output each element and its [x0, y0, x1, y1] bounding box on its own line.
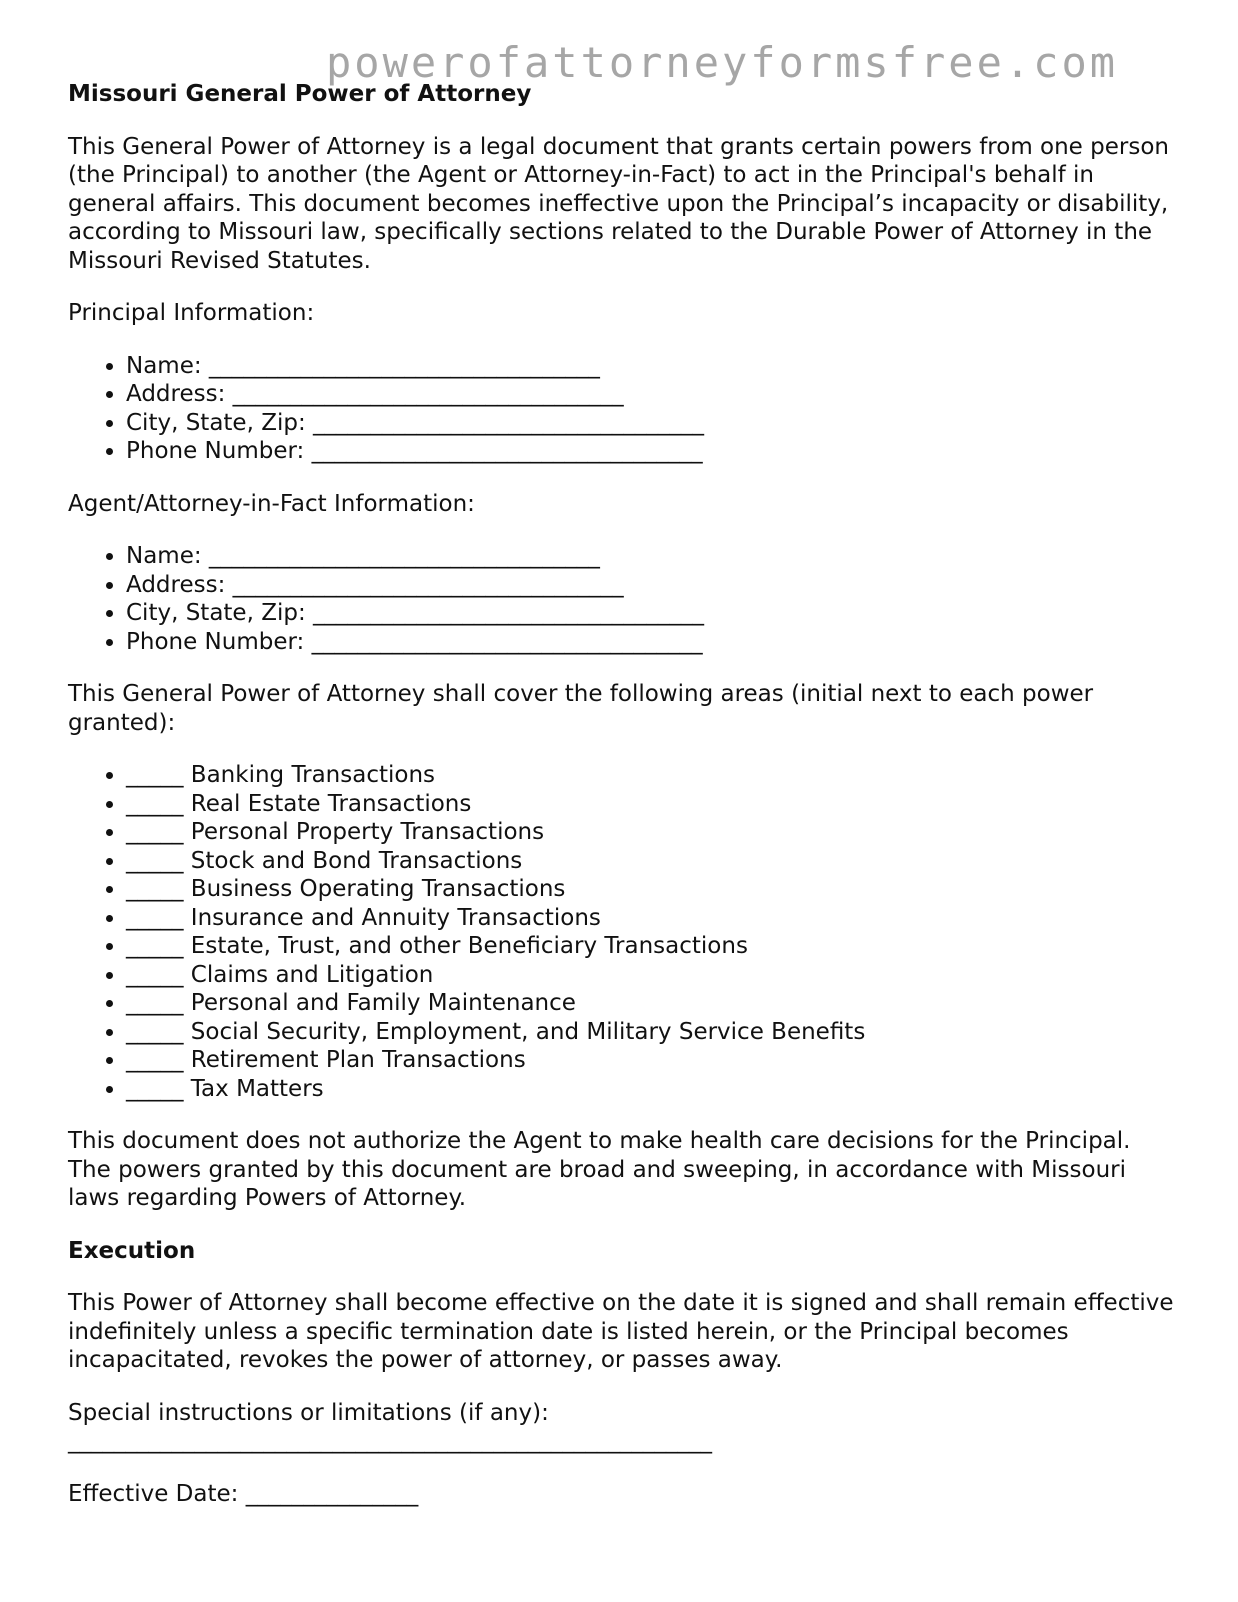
power-personal-family[interactable]: • _____ Personal and Family Maintenance	[126, 989, 1178, 1018]
power-banking[interactable]: • _____ Banking Transactions	[126, 761, 1178, 790]
health-care-note: This document does not authorize the Agent to make health care decisions for the Principal. The powers granted by this document are broad and sweeping, in accordance with Missouri laws regarding Powers of Attorney.	[68, 1128, 1131, 1211]
agent-address-field[interactable]: • Address: __________________________________	[126, 571, 1178, 600]
principal-phone-field[interactable]: • Phone Number: __________________________________	[126, 437, 1178, 466]
power-real-estate[interactable]: • _____ Real Estate Transactions	[126, 790, 1178, 819]
principal-name-field[interactable]: • Name: __________________________________	[126, 352, 1178, 381]
power-stock-bond[interactable]: • _____ Stock and Bond Transactions	[126, 847, 1178, 876]
document-title: Missouri General Power of Attorney	[68, 81, 532, 107]
power-tax-matters[interactable]: • _____ Tax Matters	[126, 1075, 1178, 1104]
power-retirement-plan[interactable]: • _____ Retirement Plan Transactions	[126, 1046, 1178, 1075]
special-instructions-label: Special instructions or limitations (if any):	[68, 1399, 549, 1426]
principal-address-field[interactable]: • Address: __________________________________	[126, 380, 1178, 409]
execution-heading: Execution	[68, 1237, 196, 1264]
power-business-operating[interactable]: • _____ Business Operating Transactions	[126, 875, 1178, 904]
powers-heading: This General Power of Attorney shall cover the following areas (initial next to each power granted):	[68, 681, 1094, 736]
special-instructions-line[interactable]: ________________________________________________________	[68, 1428, 712, 1454]
principal-city-state-zip-field[interactable]: • City, State, Zip: __________________________________	[126, 409, 1178, 438]
agent-city-state-zip-field[interactable]: • City, State, Zip: __________________________________	[126, 599, 1178, 628]
principal-heading: Principal Information:	[68, 300, 315, 326]
power-claims-litigation[interactable]: • _____ Claims and Litigation	[126, 961, 1178, 990]
intro-paragraph: This General Power of Attorney is a legal document that grants certain powers from one person (the Principal) to another (the Agent or Attorney-in-Fact) to act in the Principal's behalf in general affairs. This document becomes ineffective upon the Principal’s incapacity or disability, according to Missouri law, specifically sections related to the Durable Power of Attorney in the Missouri Revised Statutes.	[68, 133, 1169, 274]
power-personal-property[interactable]: • _____ Personal Property Transactions	[126, 818, 1178, 847]
power-social-security[interactable]: • _____ Social Security, Employment, and Military Service Benefits	[126, 1018, 1178, 1047]
effective-date-field[interactable]: Effective Date: _______________	[68, 1480, 419, 1507]
agent-fields	[68, 542, 1178, 656]
agent-heading: Agent/Attorney-in-Fact Information:	[68, 490, 475, 517]
agent-name-field[interactable]: • Name: __________________________________	[126, 542, 1178, 571]
powers-list	[68, 761, 1178, 1103]
power-insurance-annuity[interactable]: • _____ Insurance and Annuity Transactions	[126, 904, 1178, 933]
principal-fields	[68, 352, 1178, 466]
execution-paragraph: This Power of Attorney shall become effective on the date it is signed and shall remain effective indefinitely unless a specific termination date is listed herein, or the Principal becomes incapacitated, revokes the power of attorney, or passes away.	[68, 1290, 1174, 1373]
power-estate-trust[interactable]: • _____ Estate, Trust, and other Beneficiary Transactions	[126, 932, 1178, 961]
document-body	[68, 80, 1178, 1508]
agent-phone-field[interactable]: • Phone Number: __________________________________	[126, 628, 1178, 657]
watermark: powerofattorneyformsfree.com	[326, 38, 1119, 87]
